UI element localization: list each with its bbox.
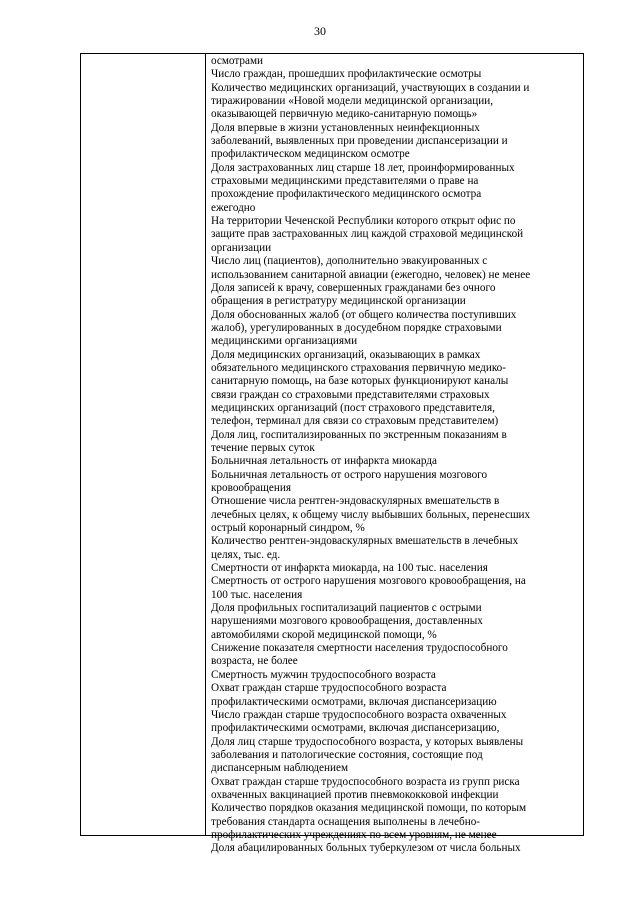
indicator-text-line: профилактическом медицинском осмотре — [211, 148, 410, 161]
indicator-text-line: Доля обоснованных жалоб (от общего количества поступивших — [211, 308, 517, 321]
indicator-text-line: Число лиц (пациентов), дополнительно эвакуированных с — [211, 255, 488, 268]
indicator-text-line: целях, тыс. ед. — [211, 548, 281, 561]
indicator-text-line: течение первых суток — [211, 441, 315, 454]
indicator-text-line: профилактических учреждениях по всем уровням, не менее — [211, 828, 497, 841]
indicator-text-line: профилактическими осмотрами, включая диспансеризацию — [211, 695, 497, 708]
indicator-text-line: Число граждан, прошедших профилактические осмотры — [211, 68, 482, 81]
indicator-text-line: телефон, терминал для связи со страховым представителем) — [211, 415, 499, 428]
indicator-text-line: Количество рентген-эндоваскулярных вмешательств в лечебных — [211, 535, 519, 548]
indicator-text-line: кровообращения — [211, 482, 291, 494]
indicator-text-line: Снижение показателя смертности населения трудоспособного — [211, 642, 508, 655]
indicator-text-line: прохождение профилактического медицинского осмотра — [211, 188, 482, 201]
indicator-text-line: обращения в регистратуру медицинской организации — [211, 295, 466, 308]
indicator-text-line: На территории Чеченской Республики которого открыт офис по — [211, 215, 516, 228]
indicator-text-line: Доля застрахованных лиц старше 18 лет, проинформированных — [211, 161, 515, 174]
indicator-text-line: нарушениями мозгового кровообращения, доставленных — [211, 615, 483, 628]
indicator-text-line: связи граждан со страховыми представителями страховых — [211, 388, 490, 401]
indicator-text-line: организации — [211, 241, 272, 254]
indicator-text-line: Смертность мужчин трудоспособного возраста — [211, 668, 436, 681]
indicator-text-line: Количество медицинских организаций, участвующих в создании и — [211, 81, 530, 94]
indicator-text-line: санитарную помощь, на базе которых функционируют каналы — [211, 375, 509, 388]
indicators-table — [80, 53, 584, 855]
page-number: 30 — [314, 24, 326, 38]
indicator-text-line: жалоб), урегулированных в досудебном порядке страховыми — [211, 321, 502, 334]
indicator-text-line: острый коронарный синдром, % — [211, 522, 365, 535]
indicator-text-line: тиражировании «Новой модели медицинской организации, — [211, 95, 494, 108]
indicator-text-line: Больничная летальность от острого нарушения мозгового — [211, 468, 488, 481]
indicator-text-line: медицинских организаций (пост страхового представителя, — [211, 401, 495, 414]
indicator-text-line: Доля лиц старше трудоспособного возраста, у которых выявлены — [211, 735, 524, 748]
indicator-text-line: обязательного медицинского страхования первичную медико- — [211, 361, 507, 374]
indicator-text-line: возраста, не более — [211, 655, 298, 668]
indicator-text-line: охваченных вакцинацией против пневмококковой инфекции — [211, 788, 499, 801]
indicator-text-line: Больничная летальность от инфаркта миокарда — [211, 455, 437, 468]
indicator-text-line: Доля записей к врачу, совершенных гражданами без очного — [211, 281, 496, 294]
indicator-text-line: Смертность от острого нарушения мозгового кровообращения, на — [211, 575, 526, 588]
indicator-text-line: лечебных целях, к общему числу выбывших больных, перенесших — [211, 508, 531, 521]
indicator-text-line: осмотрами — [211, 55, 264, 67]
indicator-text-line: защите прав застрахованных лиц каждой страховой медицинской — [211, 228, 524, 241]
indicator-text-line: Доля абацилированных больных туберкулезом от числа больных — [211, 842, 521, 855]
indicator-text-line: страховыми медицинскими представителями о праве на — [211, 175, 479, 188]
indicator-text-line: 100 тыс. населения — [211, 588, 303, 601]
indicator-text-line: Доля профильных госпитализаций пациентов с острыми — [211, 602, 482, 615]
indicator-text-line: Охват граждан старше трудоспособного возраста — [211, 682, 447, 695]
column-divider — [205, 54, 206, 835]
indicator-text-line: оказывающей первичную медико-санитарную помощь» — [211, 108, 478, 121]
indicator-text-line: Доля медицинских организаций, оказывающих в рамках — [211, 348, 481, 361]
indicator-text-line: профилактическими осмотрами, включая диспансеризацию, — [211, 722, 500, 735]
indicator-text-line: ежегодно — [211, 201, 256, 214]
indicator-text-line: диспансерным наблюдением — [211, 762, 349, 775]
indicator-text-line: Число граждан старше трудоспособного возраста охваченных — [211, 708, 507, 721]
indicator-text-line: Отношение числа рентген-эндоваскулярных вмешательств в — [211, 495, 500, 508]
indicators-cell — [211, 55, 583, 856]
indicator-text-line: заболевания и патологические состояния, состоящие под — [211, 748, 483, 761]
indicator-text-line: требования стандарта оснащения выполнены в лечебно- — [211, 815, 481, 828]
indicator-text-line: Смертности от инфаркта миокарда, на 100 тыс. населения — [211, 562, 488, 575]
indicator-text-line: медицинскими организациями — [211, 335, 358, 348]
indicator-text-line: использованием санитарной авиации (ежегодно, человек) не менее — [211, 268, 531, 281]
indicator-text-line: Охват граждан старше трудоспособного возраста из групп риска — [211, 775, 520, 788]
indicator-text-line: Доля лиц, госпитализированных по экстренным показаниям в — [211, 428, 507, 441]
indicator-text-line: заболеваний, выявленных при проведении диспансеризации и — [211, 135, 508, 148]
indicator-text-line: автомобилями скорой медицинской помощи, % — [211, 628, 437, 641]
indicator-text-line: Количество порядков оказания медицинской помощи, по которым — [211, 802, 527, 815]
indicator-text-line: Доля впервые в жизни установленных неинфекционных — [211, 121, 480, 134]
